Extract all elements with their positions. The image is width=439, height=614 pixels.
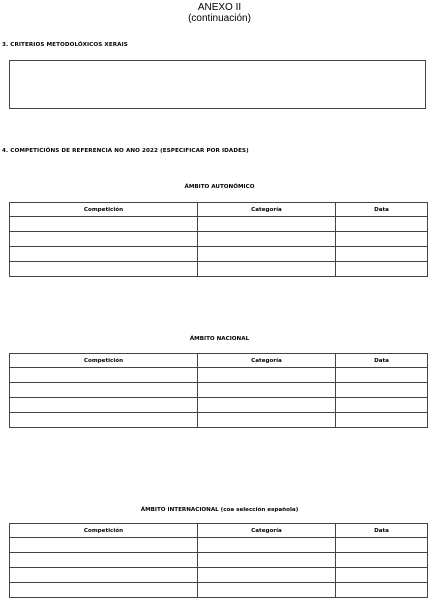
table-row bbox=[10, 247, 428, 262]
column-header-competicion: Competición bbox=[10, 524, 198, 538]
table-row bbox=[10, 383, 428, 398]
criteria-text-box[interactable] bbox=[9, 60, 426, 109]
column-header-categoria: Categoría bbox=[198, 524, 336, 538]
cell-competicion[interactable] bbox=[10, 217, 198, 232]
cell-data[interactable] bbox=[336, 247, 428, 262]
internacional-title: ÁMBITO INTERNACIONAL (coa selección española) bbox=[140, 507, 299, 513]
column-header-data: Data bbox=[336, 524, 428, 538]
cell-categoria[interactable] bbox=[198, 232, 336, 247]
nacional-title: ÁMBITO NACIONAL bbox=[189, 336, 250, 342]
table-row bbox=[10, 583, 428, 598]
cell-competicion[interactable] bbox=[10, 583, 198, 598]
table-header-row bbox=[10, 524, 428, 538]
table-row bbox=[10, 538, 428, 553]
cell-categoria[interactable] bbox=[198, 262, 336, 277]
cell-categoria[interactable] bbox=[198, 568, 336, 583]
cell-categoria[interactable] bbox=[198, 413, 336, 428]
cell-data[interactable] bbox=[336, 553, 428, 568]
autonomico-title: ÁMBITO AUTONÓMICO bbox=[184, 184, 255, 190]
cell-competicion[interactable] bbox=[10, 413, 198, 428]
column-header-competicion: Competición bbox=[10, 354, 198, 368]
cell-data[interactable] bbox=[336, 398, 428, 413]
autonomico-table bbox=[9, 202, 428, 277]
cell-data[interactable] bbox=[336, 217, 428, 232]
column-header-data: Data bbox=[336, 203, 428, 217]
cell-categoria[interactable] bbox=[198, 398, 336, 413]
cell-data[interactable] bbox=[336, 232, 428, 247]
column-header-categoria: Categoría bbox=[198, 203, 336, 217]
section-4-heading: 4. COMPETICIÓNS DE REFERENCIA NO ANO 2022 (ESPECIFICAR POR IDADES) bbox=[2, 148, 249, 154]
column-header-categoria: Categoría bbox=[198, 354, 336, 368]
cell-categoria[interactable] bbox=[198, 583, 336, 598]
cell-categoria[interactable] bbox=[198, 217, 336, 232]
table-row bbox=[10, 413, 428, 428]
table-row bbox=[10, 262, 428, 277]
table-row bbox=[10, 398, 428, 413]
table-row bbox=[10, 217, 428, 232]
table-row bbox=[10, 568, 428, 583]
cell-categoria[interactable] bbox=[198, 538, 336, 553]
cell-competicion[interactable] bbox=[10, 553, 198, 568]
cell-data[interactable] bbox=[336, 568, 428, 583]
cell-data[interactable] bbox=[336, 368, 428, 383]
cell-competicion[interactable] bbox=[10, 568, 198, 583]
table-row bbox=[10, 368, 428, 383]
cell-data[interactable] bbox=[336, 262, 428, 277]
table-row bbox=[10, 553, 428, 568]
cell-data[interactable] bbox=[336, 538, 428, 553]
table-header-row bbox=[10, 354, 428, 368]
cell-competicion[interactable] bbox=[10, 398, 198, 413]
cell-categoria[interactable] bbox=[198, 247, 336, 262]
table-header-row bbox=[10, 203, 428, 217]
internacional-table bbox=[9, 523, 428, 598]
cell-competicion[interactable] bbox=[10, 538, 198, 553]
cell-competicion[interactable] bbox=[10, 383, 198, 398]
column-header-data: Data bbox=[336, 354, 428, 368]
cell-data[interactable] bbox=[336, 413, 428, 428]
cell-data[interactable] bbox=[336, 383, 428, 398]
cell-data[interactable] bbox=[336, 583, 428, 598]
section-3-heading: 3. CRITERIOS METODOLÓXICOS XERAIS bbox=[2, 42, 128, 48]
cell-competicion[interactable] bbox=[10, 368, 198, 383]
cell-competicion[interactable] bbox=[10, 232, 198, 247]
cell-categoria[interactable] bbox=[198, 553, 336, 568]
column-header-competicion: Competición bbox=[10, 203, 198, 217]
annex-subtitle: (continuación) bbox=[188, 13, 251, 24]
cell-competicion[interactable] bbox=[10, 262, 198, 277]
cell-categoria[interactable] bbox=[198, 383, 336, 398]
table-row bbox=[10, 232, 428, 247]
cell-categoria[interactable] bbox=[198, 368, 336, 383]
cell-competicion[interactable] bbox=[10, 247, 198, 262]
nacional-table bbox=[9, 353, 428, 428]
annex-title: ANEXO II bbox=[197, 2, 242, 13]
